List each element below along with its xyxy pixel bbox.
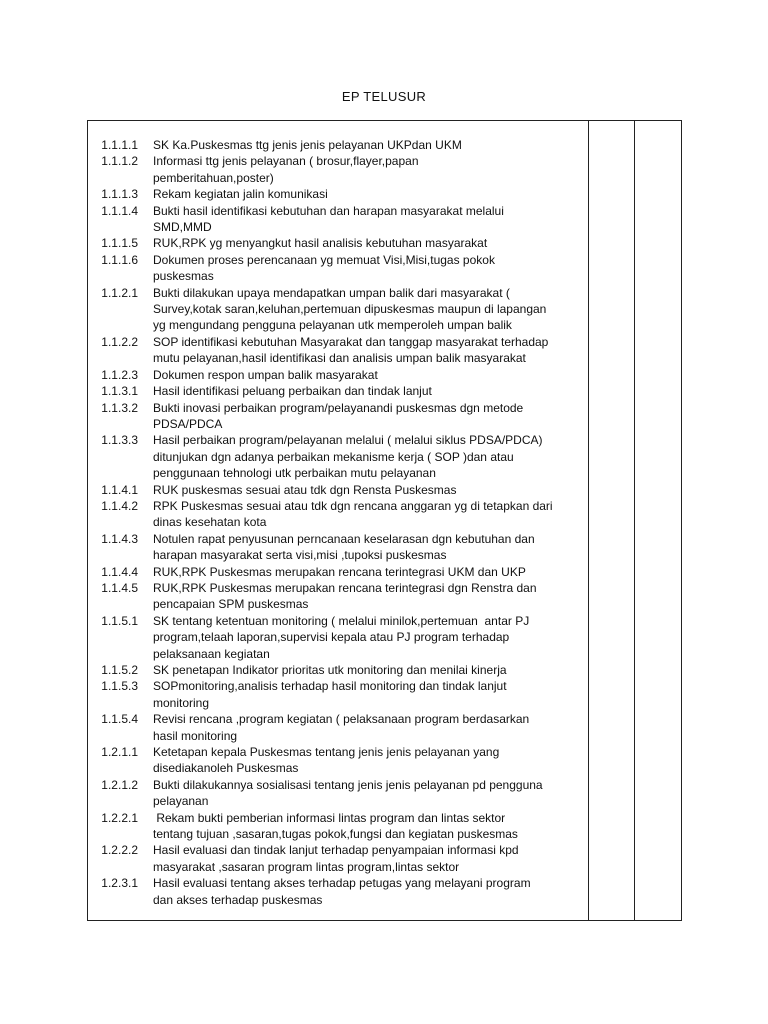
row-description: RPK Puskesmas sesuai atau tdk dgn rencana anggaran yg di tetapkan dari dinas kesehatan kota: [153, 498, 553, 530]
table-row: [88, 810, 588, 843]
table-row: [88, 531, 588, 564]
row-description: Rekam bukti pemberian informasi lintas program dan lintas sektor tentang tujuan ,sasaran,tugas pokok,fungsi dan kegiatan puskesmas: [153, 810, 518, 842]
row-description: Hasil perbaikan program/pelayanan melalui ( melalui siklus PDSA/PDCA) ditunjukan dgn adanya perbaikan mekanisme kerja ( SOP )dan atau penggunaan tehnologi utk perbaikan mutu pelayanan: [153, 433, 543, 481]
row-description: RUK,RPK Puskesmas merupakan rencana terintegrasi dgn Renstra dan pencapaian SPM puskesmas: [153, 580, 537, 612]
row-description: Bukti dilakukannya sosialisasi tentang jenis jenis pelayanan pd pengguna pelayanan: [153, 777, 543, 809]
row-number: 1.1.1.1: [101, 138, 138, 152]
ep-table: [87, 120, 682, 921]
table-row: [88, 744, 588, 777]
row-number: 1.1.3.1: [101, 384, 138, 399]
table-row: [88, 482, 588, 498]
row-description: RUK,RPK Puskesmas merupakan rencana terintegrasi UKM dan UKP: [153, 564, 526, 579]
row-description: Ketetapan kepala Puskesmas tentang jenis jenis pelayanan yang disediakanoleh Puskesmas: [153, 745, 500, 776]
row-description: SK penetapan Indikator prioritas utk monitoring dan menilai kinerja: [153, 663, 507, 677]
row-description: Hasil evaluasi tentang akses terhadap petugas yang melayani program dan akses terhadap puskesmas: [153, 876, 531, 907]
table-row: [88, 777, 588, 810]
row-number: 1.1.5.3: [101, 679, 138, 694]
row-number: 1.1.1.2: [101, 154, 138, 169]
row-description: Dokumen respon umpan balik masyarakat: [153, 367, 378, 382]
table-row: [88, 367, 588, 383]
table-row: [88, 875, 588, 908]
table-row: [88, 400, 588, 433]
table-row: [88, 613, 588, 662]
row-description: SK Ka.Puskesmas ttg jenis jenis pelayanan UKPdan UKM: [153, 138, 462, 152]
row-number: 1.1.4.4: [101, 564, 138, 579]
table-row: [88, 662, 588, 678]
row-number: 1.1.4.1: [101, 482, 138, 497]
row-description: Dokumen proses perencanaan yg memuat Visi,Misi,tugas pokok puskesmas: [153, 252, 495, 284]
row-number: 1.1.5.1: [101, 613, 138, 628]
page-title: EP TELUSUR: [341, 89, 427, 104]
row-description: Notulen rapat penyusunan perncanaan keselarasan dgn kebutuhan dan harapan masyarakat serta visi,misi ,tupoksi puskesmas: [153, 531, 535, 563]
row-number: 1.1.1.5: [101, 236, 138, 251]
table-row: [88, 498, 588, 531]
row-number: 1.1.4.5: [101, 580, 138, 595]
row-description: Revisi rencana ,program kegiatan ( pelaksanaan program berdasarkan hasil monitoring: [153, 712, 530, 743]
row-number: 1.1.2.1: [101, 285, 138, 300]
column-divider: [634, 121, 635, 920]
row-description: RUK,RPK yg menyangkut hasil analisis kebutuhan masyarakat: [153, 236, 488, 251]
row-number: 1.1.2.2: [101, 334, 138, 349]
row-description: RUK puskesmas sesuai atau tdk dgn Rensta Puskesmas: [153, 482, 457, 497]
table-row: [88, 235, 588, 251]
row-number: 1.1.4.2: [101, 498, 138, 513]
table-row: [88, 252, 588, 285]
row-number: 1.2.2.1: [101, 810, 138, 825]
row-description: Bukti hasil identifikasi kebutuhan dan harapan masyarakat melalui SMD,MMD: [153, 203, 504, 235]
row-number: 1.1.5.2: [101, 663, 138, 677]
row-number: 1.1.3.2: [101, 400, 138, 415]
row-description: SK tentang ketentuan monitoring ( melalui minilok,pertemuan antar PJ program,telaah laporan,supervisi kepala atau PJ program terhadap pelaksanaan kegiatan: [153, 613, 530, 661]
row-description: Informasi ttg jenis pelayanan ( brosur,flayer,papan pemberitahuan,poster): [153, 154, 419, 185]
row-number: 1.1.5.4: [101, 712, 138, 727]
row-description: Hasil identifikasi peluang perbaikan dan tindak lanjut: [153, 384, 432, 399]
row-number: 1.1.3.3: [101, 433, 138, 448]
table-row: [88, 383, 588, 399]
row-description: SOPmonitoring,analisis terhadap hasil monitoring dan tindak lanjut monitoring: [153, 679, 507, 710]
table-row: [88, 711, 588, 744]
table-row: [88, 186, 588, 202]
row-description: Hasil evaluasi dan tindak lanjut terhadap penyampaian informasi kpd masyarakat ,sasaran program lintas program,lintas sektor: [153, 843, 519, 874]
table-row: [88, 285, 588, 334]
table-row: [88, 203, 588, 236]
table-row: [88, 334, 588, 367]
row-number: 1.1.1.3: [101, 187, 138, 202]
row-number: 1.1.4.3: [101, 531, 138, 546]
row-description: Bukti dilakukan upaya mendapatkan umpan balik dari masyarakat ( Survey,kotak saran,keluhan,pertemuan dipuskesmas maupun di lapangan yg mengundang pengguna pelayanan utk memperoleh umpan balik: [153, 285, 547, 333]
table-row: [88, 432, 588, 481]
table-row: [88, 678, 588, 711]
row-description: Rekam kegiatan jalin komunikasi: [153, 187, 328, 202]
row-number: 1.1.1.6: [101, 252, 138, 267]
row-description: Bukti inovasi perbaikan program/pelayanandi puskesmas dgn metode PDSA/PDCA: [153, 400, 524, 431]
table-rows: [88, 137, 588, 908]
row-number: 1.2.2.2: [101, 843, 138, 858]
table-row: [88, 153, 588, 186]
row-description: SOP identifikasi kebutuhan Masyarakat dan tanggap masyarakat terhadap mutu pelayanan,hasil identifikasi dan analisis umpan balik masyarakat: [153, 334, 549, 366]
table-row: [88, 564, 588, 580]
column-divider: [588, 121, 589, 920]
table-row: [88, 842, 588, 875]
row-number: 1.1.2.3: [101, 367, 138, 382]
row-number: 1.2.1.1: [101, 745, 138, 760]
table-row: [88, 580, 588, 613]
row-number: 1.2.1.2: [101, 777, 138, 792]
row-number: 1.1.1.4: [101, 203, 138, 218]
table-row: [88, 137, 588, 153]
row-number: 1.2.3.1: [101, 876, 138, 891]
